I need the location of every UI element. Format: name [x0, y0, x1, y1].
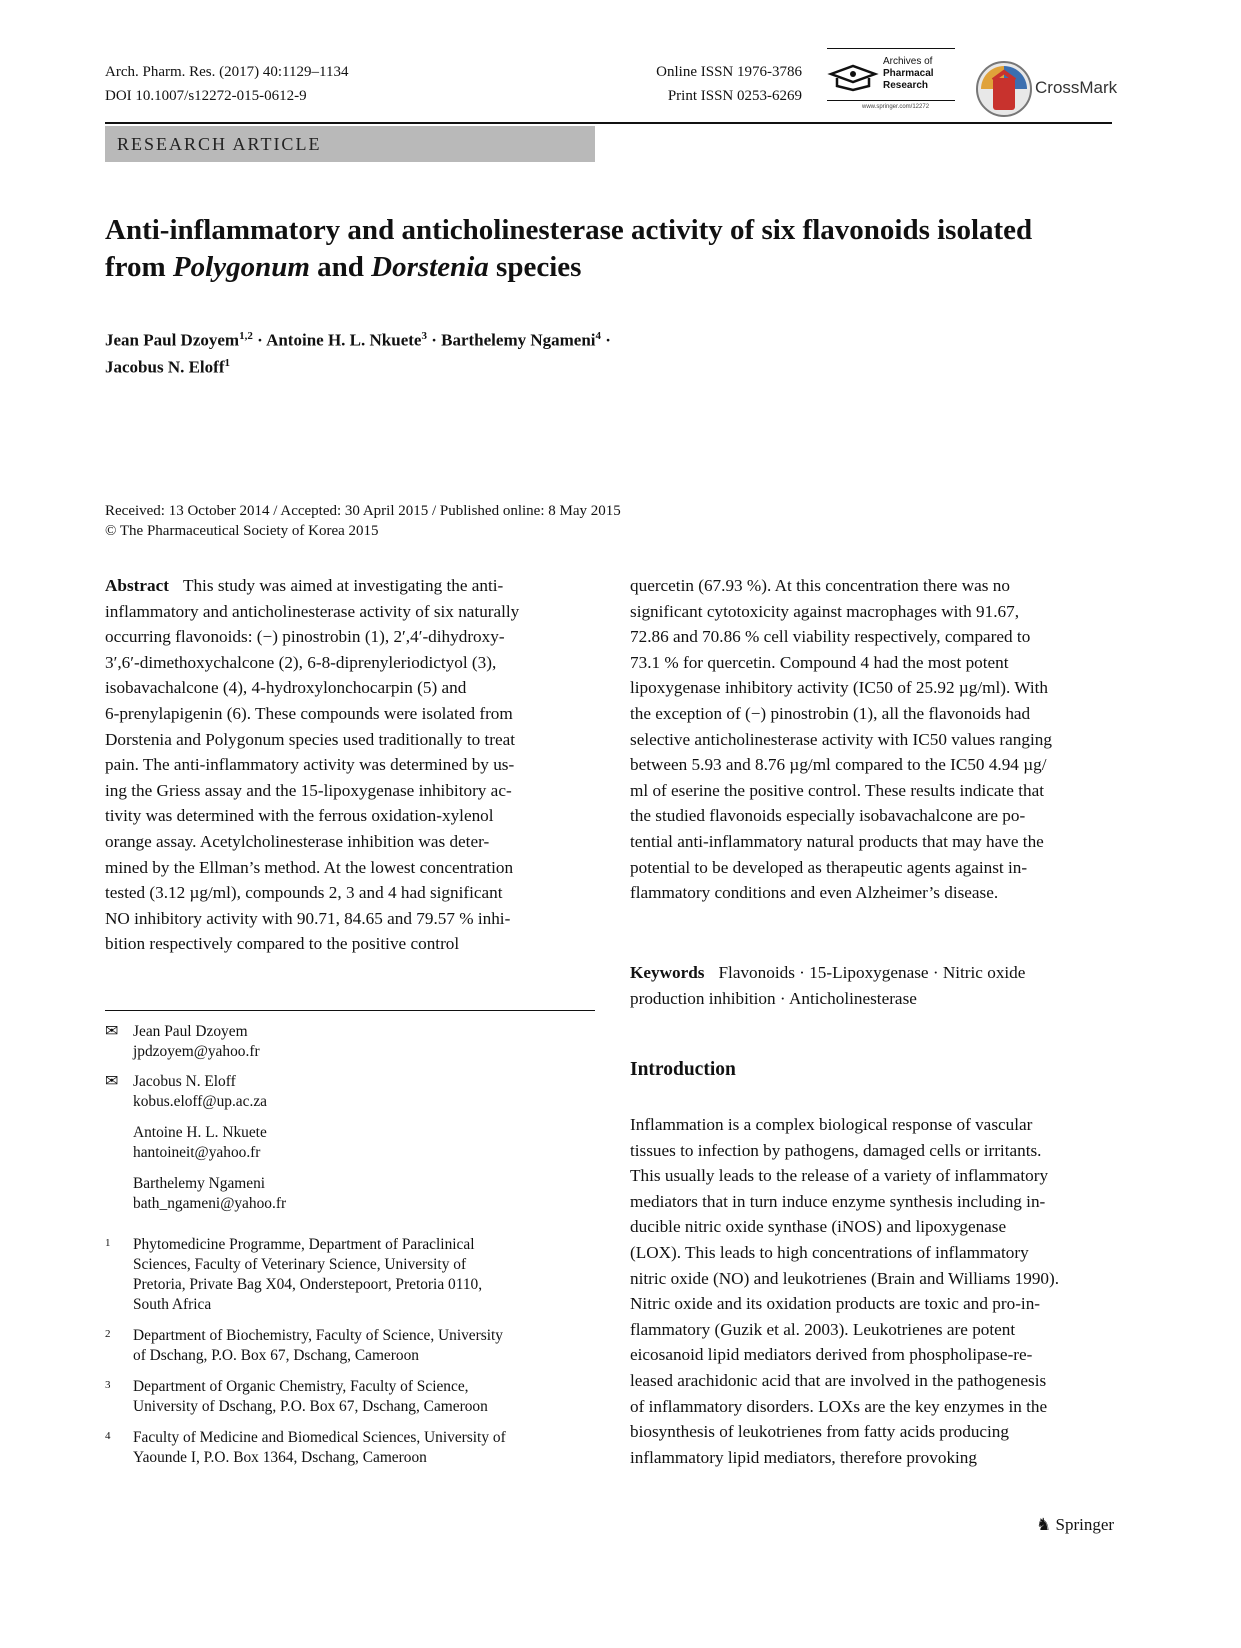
- article-type-banner: [105, 126, 595, 162]
- publisher-name: Springer: [1055, 1515, 1115, 1534]
- abstract-left-column: Abstract This study was aimed at investigating the anti- inflammatory and anticholinesterase activity of six naturally occurring flavonoids: (−) pinostrobin (1), 2′,4′-dihydroxy- 3′,6′-dimethoxychalcone (2), 6-8-diprenyleriodictyol (3), isobavachalcone (4), 4-hydroxylonchocarpin (5) and 6-prenylapigenin (6). These compounds were isolated from Dorstenia and Polygonum species used traditionally to treat pain. The anti-inflammatory activity was determined by us- ing the Griess assay and the 15-lipoxygenase inhibitory ac- tivity was determined with the ferrous oxidation-xylenol orange assay. Acetylcholinesterase inhibition was deter- mined by the Ellman’s method. At the lowest concentration tested (3.12 µg/ml), compounds 2, 3 and 4 had significant NO inhibitory activity with 90.71, 84.65 and 79.57 % inhi- bition respectively compared to the positive control: [105, 576, 520, 954]
- author-name[interactable]: Jean Paul Dzoyem: [105, 330, 240, 350]
- doi[interactable]: DOI 10.1007/s12272-015-0612-9: [105, 88, 307, 104]
- article-type: RESEARCH ARTICLE: [117, 134, 322, 154]
- email-link[interactable]: bath_ngameni@yahoo.fr: [133, 1195, 287, 1212]
- print-issn: Print ISSN 0253-6269: [667, 88, 802, 104]
- author-name[interactable]: Antoine H. L. Nkuete: [266, 330, 422, 350]
- header-rule: [105, 122, 1112, 124]
- publication-dates: Received: 13 October 2014 / Accepted: 30 April 2015 / Published online: 8 May 2015 © The Pharmaceutical Society of Korea 2015: [105, 503, 621, 539]
- affiliation: 2 Department of Biochemistry, Faculty of Science, University of Dschang, P.O. Box 67, Dschang, Cameroon: [105, 1327, 503, 1364]
- crossmark-icon: [975, 60, 1033, 118]
- crossmark-label: CrossMark: [1035, 78, 1118, 97]
- author-list: Jean Paul Dzoyem$^{1,2}$ · Antoine H. L. Nkuete$^3$ · Barthelemy Ngameni$^4$ · Jacobus N. Eloff$^1$: [105, 330, 611, 377]
- crossmark-badge[interactable]: [975, 60, 1118, 118]
- springer-horse-icon: ♞: [1036, 1515, 1052, 1534]
- envelope-icon: ✉: [105, 1073, 119, 1090]
- article-title: Anti-inflammatory and anticholinesterase activity of six flavonoids isolated from Polygonum and Dorstenia species: [105, 214, 1033, 283]
- affiliation: 1 Phytomedicine Programme, Department of Paraclinical Sciences, Faculty of Veterinary Science, University of Pretoria, Private Bag X04, Onderstepoort, Pretoria 0110, South Africa: [105, 1236, 483, 1313]
- book-logo-icon: [827, 58, 879, 92]
- footnote-rule: [105, 1010, 595, 1011]
- contact-entry: Barthelemy Ngameni bath_ngameni@yahoo.fr: [133, 1175, 287, 1212]
- email-link[interactable]: jpdzoyem@yahoo.fr: [133, 1043, 260, 1060]
- introduction-body: Inflammation is a complex biological response of vascular tissues to infection by pathogens, damaged cells or irritants. This usually leads to the release of a variety of inflammatory mediators that in turn induce enzyme synthesis including in- ducible nitric oxide synthase (iNOS) and lipoxygenase (LOX). This leads to high concentrations of inflammatory nitric oxide (NO) and leukotrienes (Brain and Williams 1990). Nitric oxide and its oxidation products are toxic and pro-in- flammatory (Guzik et al. 2003). Leukotrienes are potent eicosanoid lipid mediators derived from phospholipase-re- leased arachidonic acid that are involved in the pathogenesis of inflammatory disorders. LOXs are the key enzymes in the biosynthesis of leukotrienes from fatty acids producing inflammatory lipid mediators, therefore provoking: [630, 1115, 1060, 1467]
- journal-logo-text: Archives of Pharmacal Research: [883, 56, 934, 91]
- abstract-right-column: quercetin (67.93 %). At this concentration there was no significant cytotoxicity against macrophages with 91.67, 72.86 and 70.86 % cell viability respectively, compared to 73.1 % for quercetin. Compound 4 had the most potent lipoxygenase inhibitory activity (IC50 of 25.92 µg/ml). With the exception of (−) pinostrobin (1), all the flavonoids had selective anticholinesterase activity with IC50 values ranging between 5.93 and 8.76 µg/ml compared to the IC50 4.94 µg/ ml of eserine the positive control. These results indicate that the studied flavonoids especially isobavachalcone are po- tential anti-inflammatory natural products that may have the potential to be developed as therapeutic agents against in- flammatory conditions and even Alzheimer’s disease.: [630, 576, 1052, 903]
- author-name[interactable]: Jacobus N. Eloff: [105, 357, 225, 377]
- email-link[interactable]: hantoineit@yahoo.fr: [133, 1144, 261, 1161]
- affiliation: 3 Department of Organic Chemistry, Faculty of Science, University of Dschang, P.O. Box 67, Dschang, Cameroon: [105, 1378, 488, 1415]
- affiliation: 4 Faculty of Medicine and Biomedical Sciences, University of Yaounde I, P.O. Box 1364, Dschang, Cameroon: [105, 1429, 506, 1466]
- author-name[interactable]: Barthelemy Ngameni: [441, 330, 596, 350]
- keywords-heading: Keywords: [630, 963, 705, 982]
- contact-entry: ✉ Jacobus N. Eloff kobus.eloff@up.ac.za: [105, 1073, 267, 1110]
- online-issn: Online ISSN 1976-3786: [656, 64, 802, 80]
- introduction-heading: Introduction: [630, 1059, 736, 1080]
- envelope-icon: ✉: [105, 1023, 119, 1040]
- contact-entry: Antoine H. L. Nkuete hantoineit@yahoo.fr: [133, 1124, 267, 1161]
- journal-logo[interactable]: [827, 48, 955, 114]
- journal-citation: Arch. Pharm. Res. (2017) 40:1129–1134: [105, 64, 349, 80]
- springer-logo: [1036, 1515, 1114, 1535]
- email-link[interactable]: kobus.eloff@up.ac.za: [133, 1093, 267, 1110]
- abstract-heading: Abstract: [105, 576, 169, 595]
- keywords: Keywords Flavonoids · 15-Lipoxygenase · Nitric oxide production inhibition · Anticholinesterase: [630, 963, 1026, 1008]
- journal-logo-url: www.springer.com/12272: [862, 104, 930, 110]
- contact-entry: ✉ Jean Paul Dzoyem jpdzoyem@yahoo.fr: [105, 1023, 260, 1060]
